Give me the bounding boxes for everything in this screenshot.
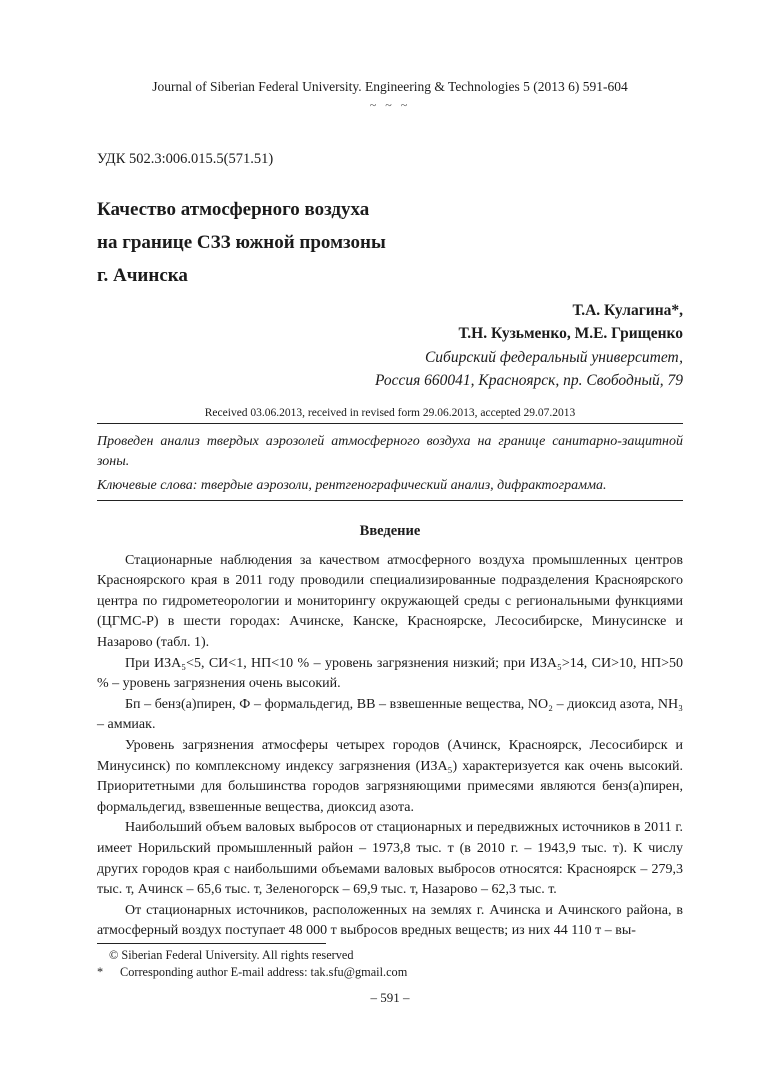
keywords-text: Ключевые слова: твердые аэрозоли, рентгенографический анализ, дифрактограмма. — [97, 478, 607, 494]
ornament-tildes: ~ ~ ~ — [369, 98, 411, 112]
journal-header: Journal of Siberian Federal University. Engineering & Technologies 5 (2013 6) 591-604 — [152, 79, 628, 94]
author-block — [97, 299, 683, 392]
page-footer — [97, 943, 683, 1006]
title-line-1: Качество атмосферного воздуха — [97, 199, 370, 220]
body-paragraph: От стационарных источников, расположенных на землях г. Ачинска и Ачинского района, в атмосферный воздух поступает 48 000 т выбросов вредных веществ; из них 44 110 т – вы- — [97, 902, 683, 939]
footnote-rule — [97, 943, 326, 944]
title-line-3: г. Ачинска — [97, 265, 188, 286]
article-title — [97, 193, 683, 292]
separator-rule-top — [97, 423, 683, 424]
body-paragraph: Уровень загрязнения атмосферы четырех городов (Ачинск, Красноярск, Лесосибирск и Минусинск) по комплексному индексу загрязнения (ИЗА₅) характеризуется как очень высокий. Приоритетными для большинства городов загрязняющими примесями являются бенз(а)пирен, формальдегид, взвешенные вещества, диоксид азота. — [97, 738, 683, 815]
article-body — [97, 551, 683, 942]
author-name-1: Т.А. Кулагина*, — [572, 302, 683, 319]
author-name-2: Т.Н. Кузьменко, М.Е. Грищенко — [458, 325, 683, 343]
author-address: Россия 660041, Красноярск, пр. Свободный, 79 — [374, 371, 683, 389]
body-paragraph: Бп – бенз(а)пирен, Ф – формальдегид, ВВ – взвешенные вещества, NO₂ – диоксид азота, NH₃ – аммиак. — [97, 696, 683, 733]
title-line-2: на границе СЗЗ южной промзоны — [97, 232, 386, 253]
body-paragraph: Наибольший объем валовых выбросов от стационарных и передвижных источников в 2011 г. имеет Норильский промышленный район – 1973,8 тыс. т (в 2010 г. – 1943,9 тыс. т). К числу других городов края с наибольшими объемами валовых выбросов относятся: Красноярск – 279,3 тыс. т, Ачинск – 65,6 тыс. т, Зеленогорск – 69,9 тыс. т, Назарово – 62,3 тыс. т. — [97, 820, 683, 898]
section-heading-introduction: Введение — [359, 522, 421, 539]
separator-rule-bottom — [97, 500, 683, 501]
udk-code: УДК 502.3:006.015.5(571.51) — [97, 151, 274, 167]
body-paragraph: При ИЗА₅<5, СИ<1, НП<10 % – уровень загрязнения низкий; при ИЗА₅>14, СИ>10, НП>50 % – уровень загрязнения очень высокий. — [97, 655, 683, 692]
page-number: – 591 – — [370, 990, 410, 1005]
corresponding-author-note — [97, 964, 683, 980]
body-paragraph: Стационарные наблюдения за качеством атмосферного воздуха промышленных центров Красноярского края в 2011 году проводили специализированные подразделения Красноярского центра по гидрометеорологии и мониторингу окружающей среды с региональными функциями (ЦГМС-Р) в шести городах: Ачинске, Канске, Красноярске, Лесосибирске, Минусинске и Назарово (табл. 1). — [97, 552, 683, 651]
copyright-notice: © Siberian Federal University. All rights reserved — [109, 948, 354, 962]
footnote-asterisk: * — [97, 965, 104, 979]
received-dates: Received 03.06.2013, received in revised form 29.06.2013, accepted 29.07.2013 — [204, 407, 576, 420]
abstract-text: Проведен анализ твердых аэрозолей атмосферного воздуха на границе санитарно-защитной зоны. — [97, 434, 683, 469]
corresponding-author-text: Corresponding author E-mail address: tak.sfu@gmail.com — [120, 965, 408, 979]
author-affiliation: Сибирский федеральный университет, — [424, 348, 683, 366]
